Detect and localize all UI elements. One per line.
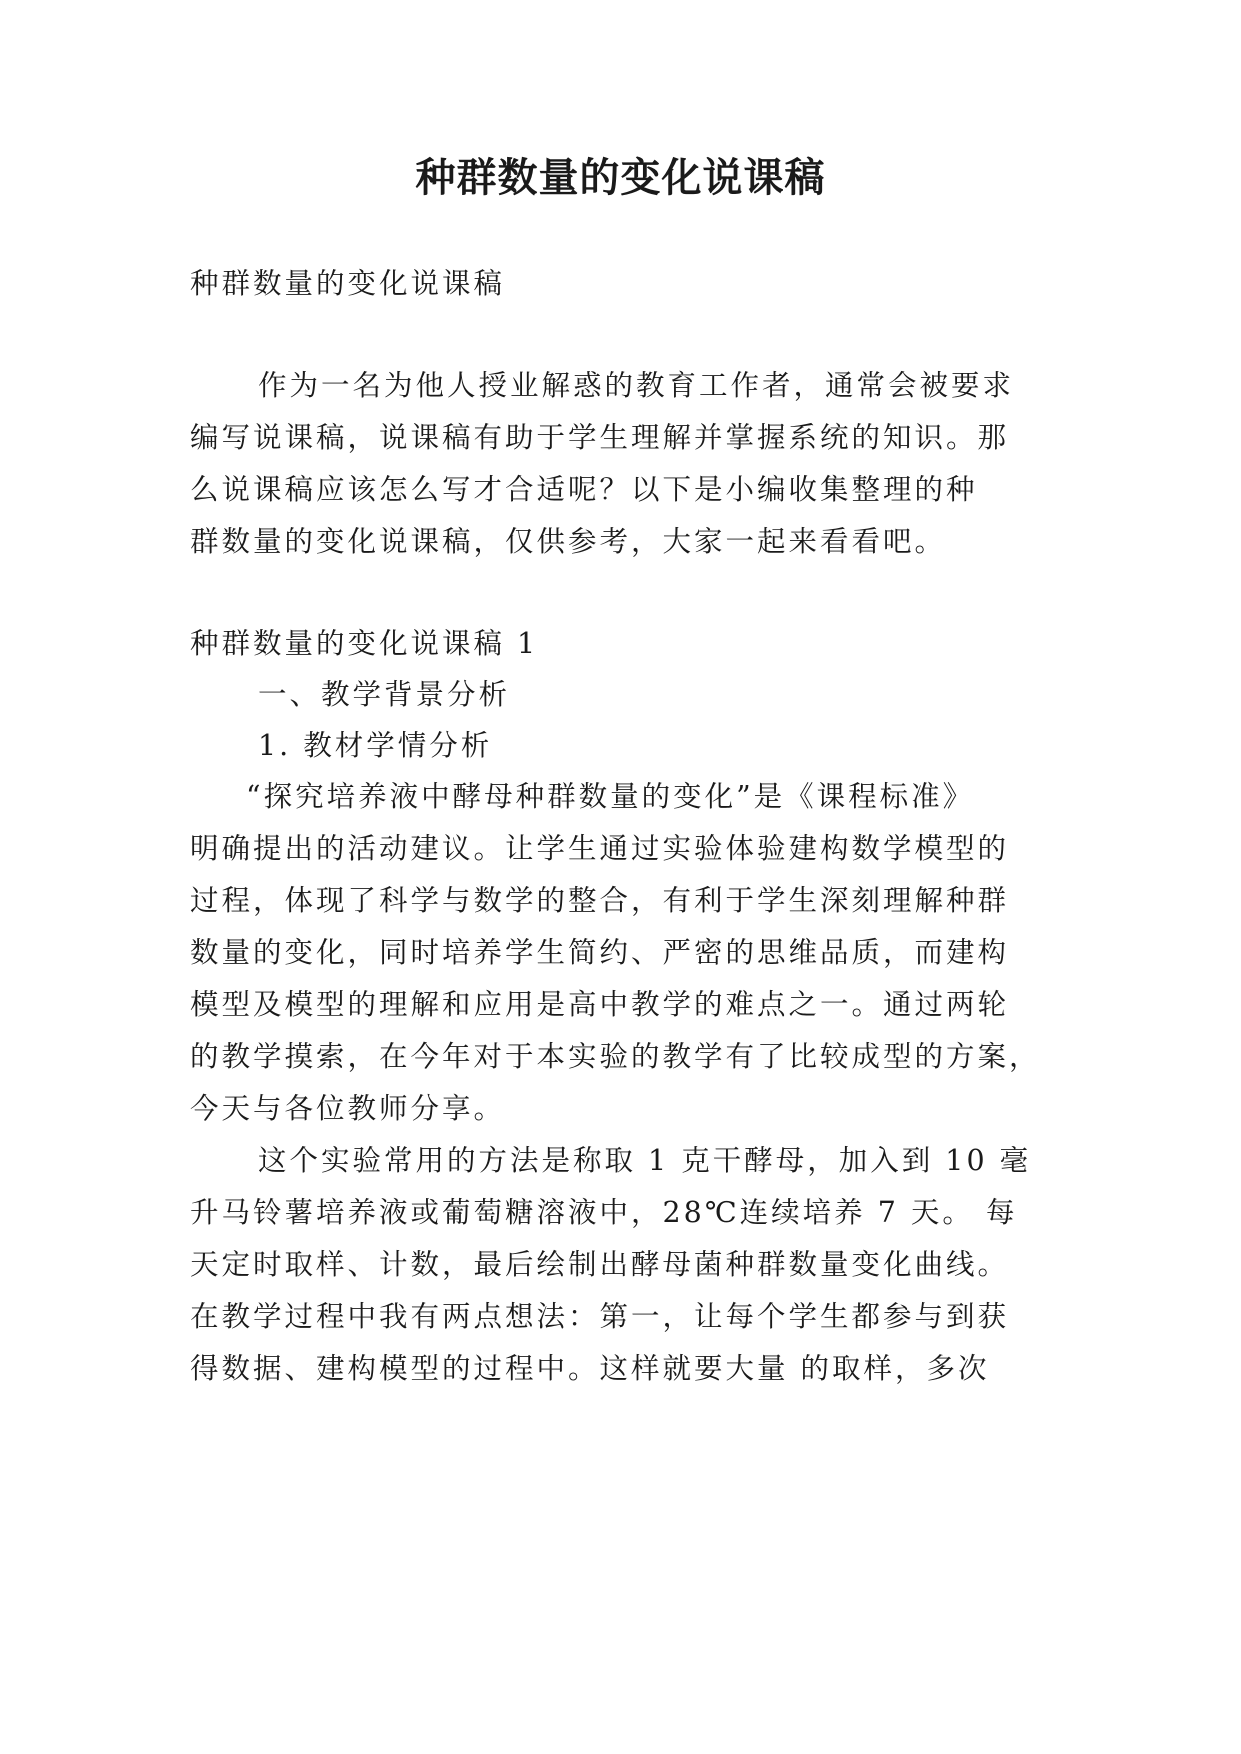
document-subtitle: 种群数量的变化说课稿	[190, 267, 506, 300]
paragraph-line: 过程，体现了科学与数学的整合，有利于学生深刻理解种群	[190, 884, 1010, 917]
paragraph-line: 模型及模型的理解和应用是高中教学的难点之一。通过两轮	[190, 988, 1010, 1021]
paragraph-line: 天定时取样、计数，最后绘制出酵母菌种群数量变化曲线。	[190, 1248, 1010, 1281]
document-title: 种群数量的变化说课稿	[415, 154, 826, 201]
subsection-heading: 1. 教材学情分析	[258, 729, 493, 762]
paragraph-line: 在教学过程中我有两点想法：第一，让每个学生都参与到获	[190, 1300, 1010, 1333]
section-heading: 一、教学背景分析	[258, 678, 511, 711]
paragraph-line: 今天与各位教师分享。	[190, 1092, 506, 1125]
intro-line: 编写说课稿，说课稿有助于学生理解并掌握系统的知识。那	[190, 421, 1010, 454]
paragraph-line: “探究培养液中酵母种群数量的变化”是《课程标准》	[246, 780, 975, 813]
intro-line: 么说课稿应该怎么写才合适呢？以下是小编收集整理的种	[190, 473, 978, 506]
paragraph-line: 数量的变化，同时培养学生简约、严密的思维品质，而建构	[190, 936, 1010, 969]
section-title: 种群数量的变化说课稿 1	[190, 627, 539, 660]
paragraph-line: 这个实验常用的方法是称取 1 克干酵母，加入到 10 毫	[258, 1144, 1032, 1177]
paragraph-line: 的教学摸索，在今年对于本实验的教学有了比较成型的方案，	[190, 1040, 1041, 1073]
paragraph-line: 升马铃薯培养液或葡萄糖溶液中，28℃连续培养 7 天。 每	[190, 1196, 1018, 1229]
paragraph-line: 得数据、建构模型的过程中。这样就要大量 的取样，多次	[190, 1352, 990, 1385]
intro-line: 群数量的变化说课稿，仅供参考，大家一起来看看吧。	[190, 525, 947, 558]
intro-line: 作为一名为他人授业解惑的教育工作者，通常会被要求	[258, 369, 1015, 402]
paragraph-line: 明确提出的活动建议。让学生通过实验体验建构数学模型的	[190, 832, 1010, 865]
